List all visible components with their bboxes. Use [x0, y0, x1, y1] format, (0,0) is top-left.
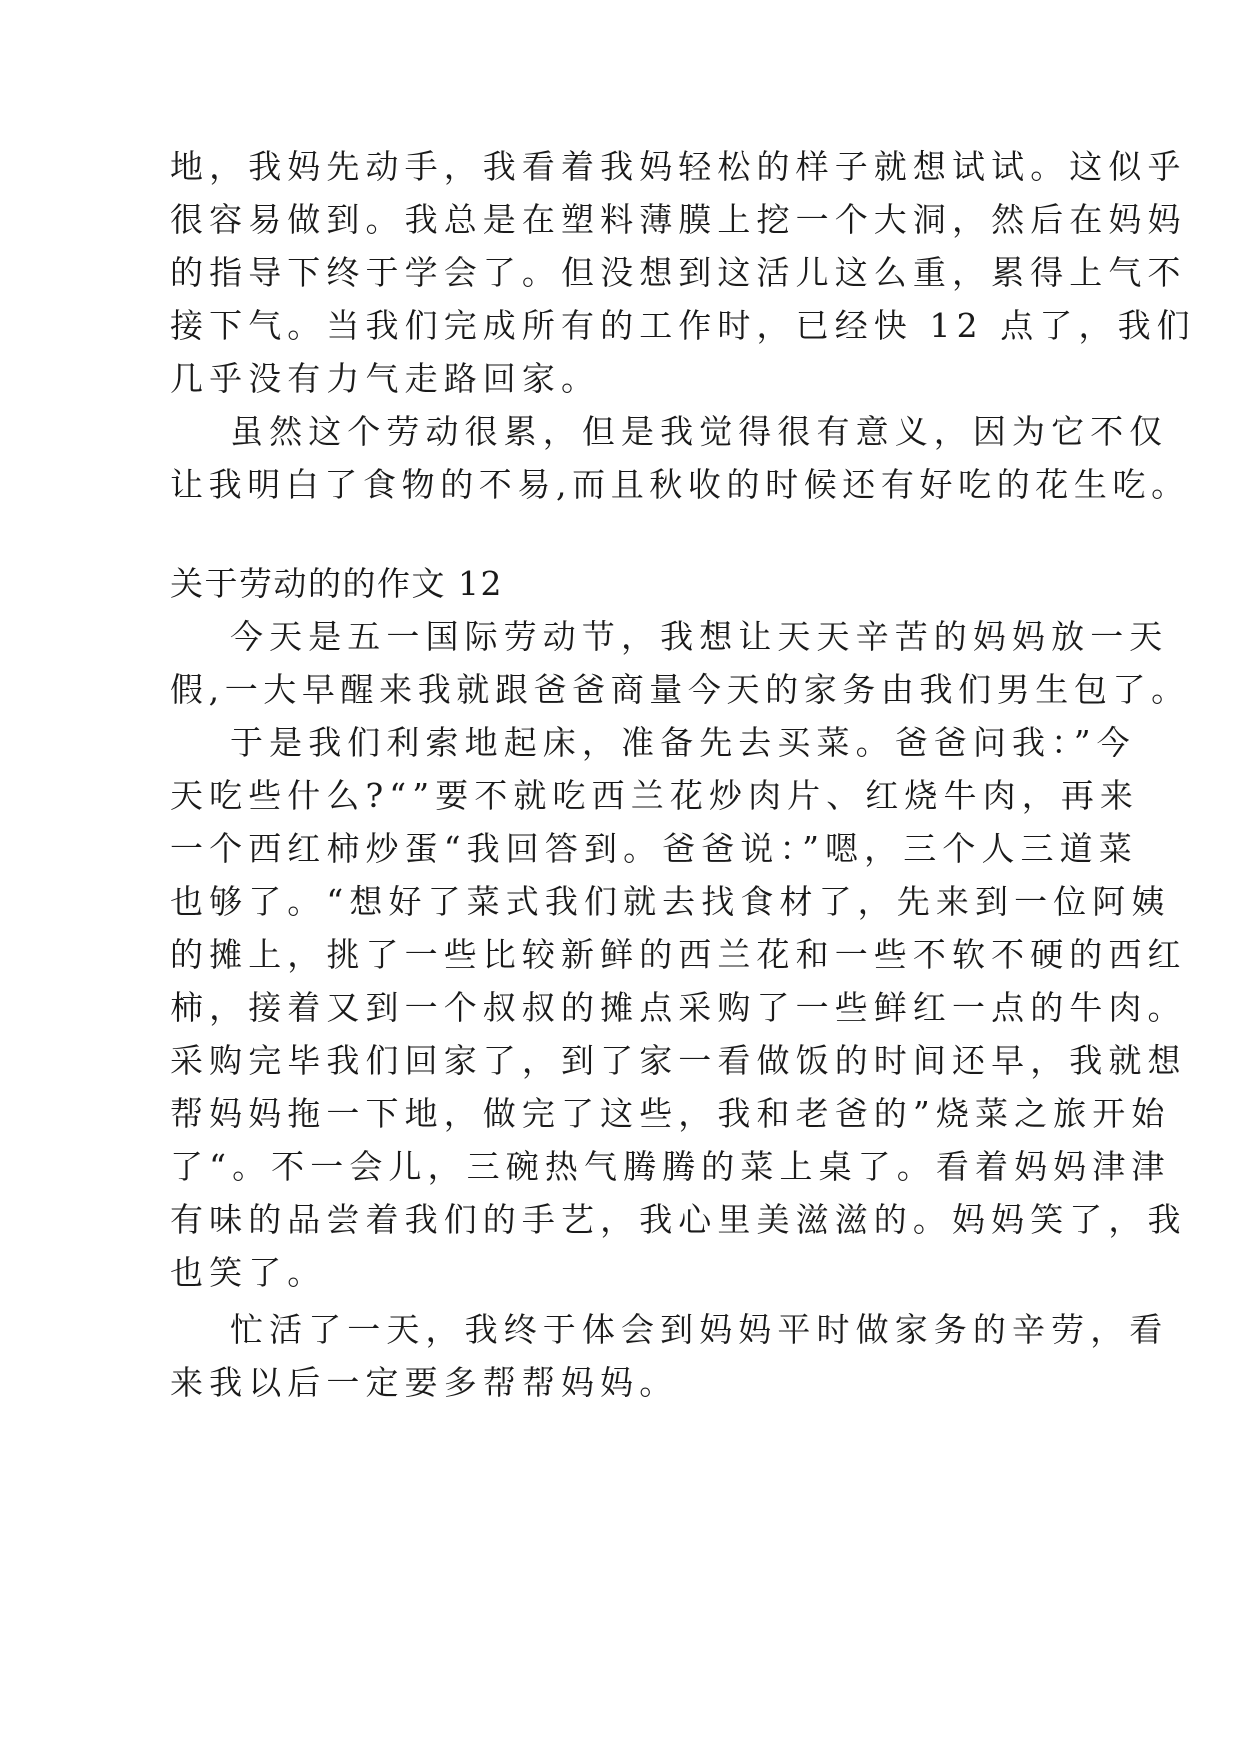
text-line: [0, 297, 1241, 355]
text-line-content: 一个西红柿炒蛋“我回答到。爸爸说：”嗯，三个人三道菜: [170, 829, 1138, 868]
text-line-content: 接下气。当我们完成所有的工作时，已经快 12 点了，我们: [170, 306, 1196, 345]
text-line-content: 来我以后一定要多帮帮妈妈。: [170, 1363, 679, 1402]
text-line: [0, 820, 1241, 878]
text-line: [0, 244, 1241, 302]
text-line: [0, 714, 1241, 772]
text-line-content: 虽然这个劳动很累，但是我觉得很有意义，因为它不仅: [230, 412, 1169, 451]
text-line: [0, 608, 1241, 666]
text-line-content: 天吃些什么?“”要不就吃西兰花炒肉片、红烧牛肉，再来: [170, 776, 1140, 815]
text-line-content: 采购完毕我们回家了，到了家一看做饭的时间还早，我就想: [170, 1041, 1187, 1080]
text-line-content: 让我明白了食物的不易,而且秋收的时候还有好吃的花生吃。: [170, 465, 1190, 504]
text-line-content: 的指导下终于学会了。但没想到这活儿这么重，累得上气不: [170, 253, 1187, 292]
text-line: [0, 403, 1241, 461]
text-line: [0, 1191, 1241, 1249]
text-line: [0, 350, 1241, 408]
text-line: [0, 1138, 1241, 1196]
text-line: [0, 767, 1241, 825]
text-line: [0, 138, 1241, 196]
text-line: [0, 1244, 1241, 1302]
text-line: [0, 1354, 1241, 1412]
text-line: [0, 926, 1241, 984]
text-line-content: 柿，接着又到一个叔叔的摊点采购了一些鲜红一点的牛肉。: [170, 988, 1187, 1027]
section-heading-text: 关于劳动的的作文 12: [170, 564, 503, 603]
text-line: [0, 191, 1241, 249]
text-line-content: 也够了。“想好了菜式我们就去找食材了，先来到一位阿姨: [170, 882, 1171, 921]
text-line: [0, 1301, 1241, 1359]
text-line: [0, 1085, 1241, 1143]
text-line-content: 几乎没有力气走路回家。: [170, 359, 601, 398]
text-line-content: 的摊上，挑了一些比较新鲜的西兰花和一些不软不硬的西红: [170, 935, 1187, 974]
text-line-content: 假,一大早醒来我就跟爸爸商量今天的家务由我们男生包了。: [170, 670, 1190, 709]
text-line: [0, 1032, 1241, 1090]
text-line-content: 了“。不一会儿，三碗热气腾腾的菜上桌了。看着妈妈津津: [170, 1147, 1171, 1186]
text-line: [0, 456, 1241, 514]
text-line: [0, 979, 1241, 1037]
text-line-content: 地，我妈先动手，我看着我妈轻松的样子就想试试。这似乎: [170, 147, 1187, 186]
text-line-content: 于是我们利索地起床，准备先去买菜。爸爸问我：”今: [230, 723, 1136, 762]
text-line-content: 帮妈妈拖一下地，做完了这些，我和老爸的”烧菜之旅开始: [170, 1094, 1171, 1133]
section-heading: [0, 555, 1241, 613]
text-line-content: 今天是五一国际劳动节，我想让天天辛苦的妈妈放一天: [230, 617, 1169, 656]
text-line-content: 有味的品尝着我们的手艺，我心里美滋滋的。妈妈笑了，我: [170, 1200, 1187, 1239]
text-line-content: 忙活了一天，我终于体会到妈妈平时做家务的辛劳，看: [230, 1310, 1169, 1349]
text-line-content: 很容易做到。我总是在塑料薄膜上挖一个大洞，然后在妈妈: [170, 200, 1187, 239]
text-line: [0, 661, 1241, 719]
text-line-content: 也笑了。: [170, 1253, 327, 1292]
text-line: [0, 873, 1241, 931]
